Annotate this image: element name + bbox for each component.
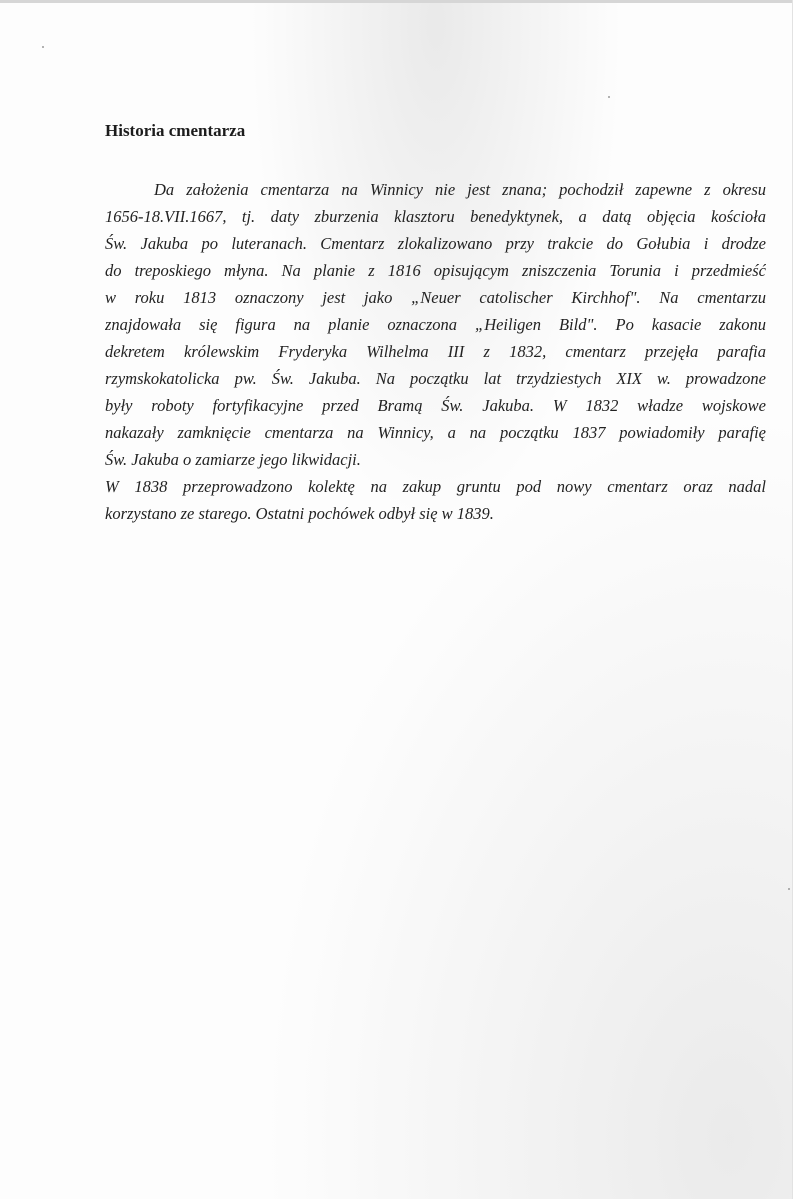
body-text bbox=[105, 176, 766, 527]
scan-speck bbox=[788, 888, 790, 890]
scan-speck bbox=[608, 96, 610, 98]
paragraph-line: korzystano ze starego. Ostatni pochówek odbył się w 1839. bbox=[105, 504, 494, 523]
paragraph-line: Św. Jakuba o zamiarze jego likwidacji. bbox=[105, 450, 361, 469]
paragraph-line: były roboty fortyfikacyjne przed Bramą Św. Jakuba. W 1832 władze wojskowe bbox=[105, 396, 766, 415]
paragraph-line: 1656-18.VII.1667, tj. daty zburzenia klasztoru benedyktynek, a datą objęcia kościoła bbox=[105, 207, 766, 226]
paragraph-line: W 1838 przeprowadzono kolektę na zakup gruntu pod nowy cmentarz oraz nadal bbox=[105, 477, 766, 496]
paragraph-line: Da założenia cmentarza na Winnicy nie jest znana; pochodził zapewne z okresu bbox=[154, 180, 766, 199]
page-top-edge bbox=[0, 0, 793, 3]
paragraph-line: rzymskokatolicka pw. Św. Jakuba. Na początku lat trzydziestych XIX w. prowadzone bbox=[105, 369, 766, 388]
paragraph-line: nakazały zamknięcie cmentarza na Winnicy, a na początku 1837 powiadomiły parafię bbox=[105, 423, 766, 442]
scan-speck bbox=[42, 46, 44, 48]
paragraph-line: Św. Jakuba po luteranach. Cmentarz zlokalizowano przy trakcie do Gołubia i drodze bbox=[105, 234, 766, 253]
page-title: Historia cmentarza bbox=[105, 121, 246, 140]
paragraph-line: do treposkiego młyna. Na planie z 1816 opisującym zniszczenia Torunia i przedmieść bbox=[105, 261, 766, 280]
paragraph-line: w roku 1813 oznaczony jest jako „Neuer catolischer Kirchhof". Na cmentarzu bbox=[105, 288, 766, 307]
paragraph-line: znajdowała się figura na planie oznaczona „Heiligen Bild". Po kasacie zakonu bbox=[105, 315, 766, 334]
paragraph-line: dekretem królewskim Fryderyka Wilhelma III z 1832, cmentarz przejęła parafia bbox=[105, 342, 766, 361]
